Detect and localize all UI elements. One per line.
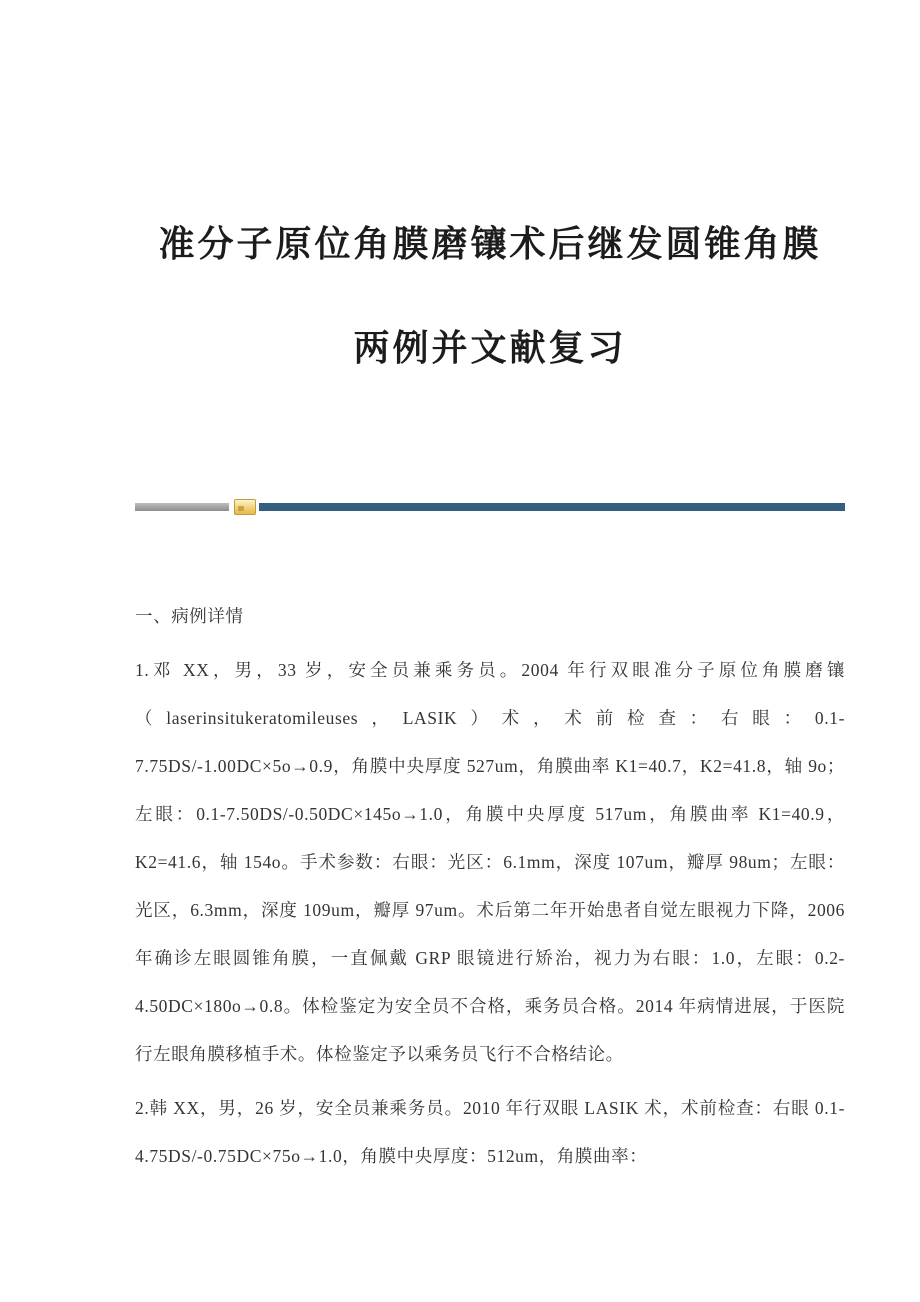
title-divider — [135, 498, 845, 516]
title-line-1: 准分子原位角膜磨镶术后继发圆锥角膜 — [158, 223, 822, 264]
divider-gray-segment — [135, 503, 229, 511]
case-paragraph-2: 2.韩 XX，男，26 岁，安全员兼乘务员。2010 年行双眼 LASIK 术，术前检查：右眼 0.1-4.75DS/-0.75DC×75o→1.0，角膜中央厚度：512um，角膜曲率： — [135, 1098, 845, 1166]
case-paragraph-1: 1.邓 XX，男，33 岁，安全员兼乘务员。2004 年行双眼准分子原位角膜磨镶（laserinsitukeratomileuses，LASIK）术，术前检查：右眼：0.1-7.75DS/-1.00DC×5o→0.9，角膜中央厚度 527um，角膜曲率 K1=40.7，K2=41.8，轴 9o；左眼：0.1-7.50DS/-0.50DC×145o→1.0，角膜中央厚度 517um，角膜曲率 K1=40.9，K2=41.6，轴 154o。手术参数：右眼：光区：6.1mm，深度 107um，瓣厚 98um；左眼：光区，6.3mm，深度 109um，瓣厚 97um。术后第二年开始患者自觉左眼视力下降，2006 年确诊左眼圆锥角膜，一直佩戴 GRP 眼镜进行矫治，视力为右眼：1.0，左眼：0.2-4.50DC×180o→0.8。体检鉴定为安全员不合格，乘务员合格。2014 年病情进展，于医院行左眼角膜移植手术。体检鉴定予以乘务员飞行不合格结论。 — [135, 660, 845, 1064]
image-placeholder-icon — [234, 499, 256, 515]
document-title — [135, 192, 845, 400]
divider-dark-segment — [259, 503, 845, 511]
section-heading: 一、病例详情 — [135, 606, 244, 626]
document-body — [135, 592, 845, 1180]
title-line-2: 两例并文献复习 — [353, 327, 627, 368]
